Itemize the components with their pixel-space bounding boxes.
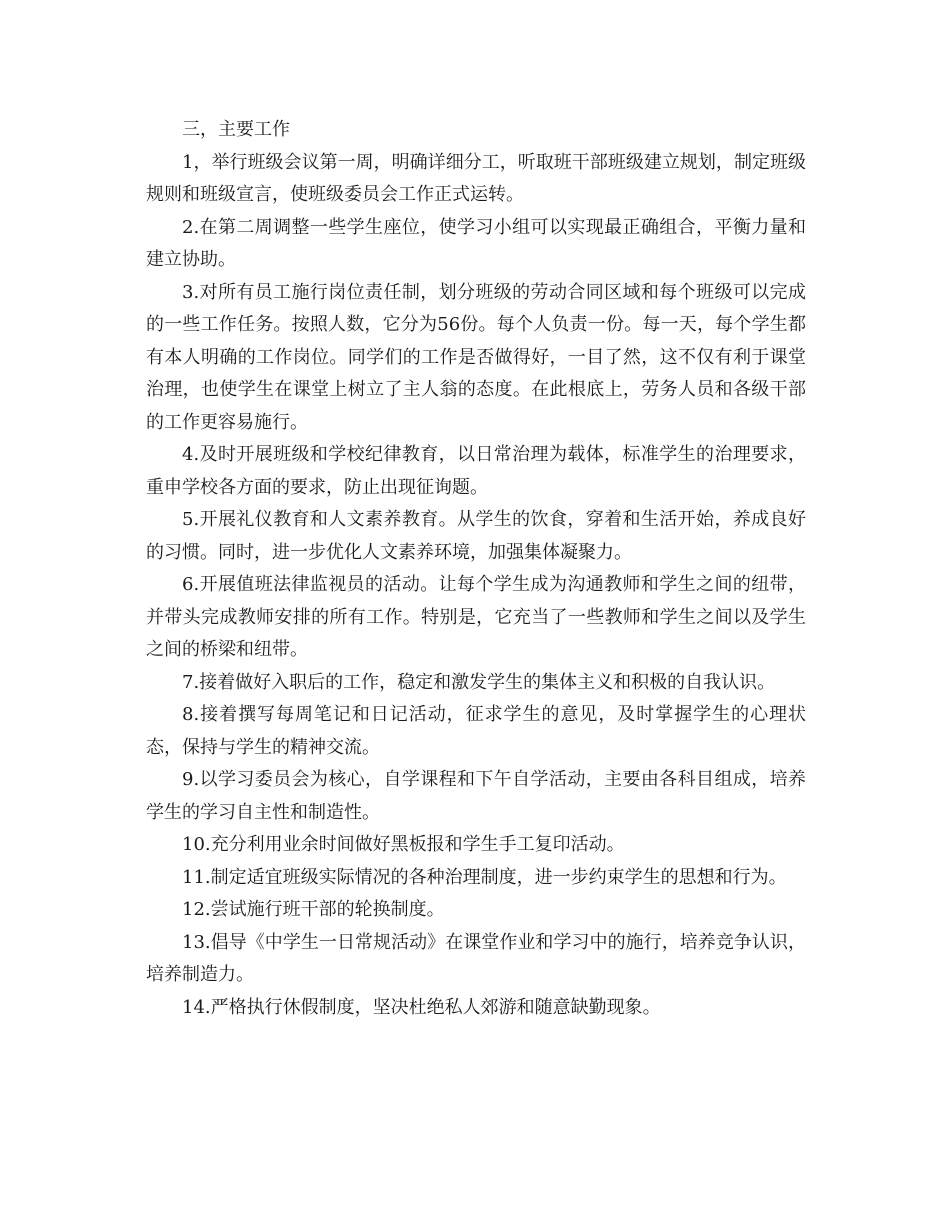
document-body [146, 114, 806, 1024]
paragraph-item-7: 7.接着做好入职后的工作，稳定和激发学生的集体主义和积极的自我认识。 [182, 671, 776, 693]
paragraph-item-1: 1，举行班级会议第一周，明确详细分工，听取班干部班级建立规划，制定班级规则和班级宣言，使班级委员会工作正式运转。 [146, 151, 806, 205]
paragraph-item-11: 11.制定适宜班级实际情况的各种治理制度，进一步约束学生的思想和行为。 [182, 866, 787, 888]
paragraph-item-9: 9.以学习委员会为核心，自学课程和下午自学活动，主要由各科目组成，培养学生的学习自主性和制造性。 [146, 769, 806, 823]
paragraph-item-5: 5.开展礼仪教育和人文素养教育。从学生的饮食，穿着和生活开始，养成良好的习惯。同时，进一步优化人文素养环境，加强集体凝聚力。 [146, 509, 806, 563]
paragraph-item-12: 12.尝试施行班干部的轮换制度。 [182, 899, 445, 920]
paragraph-item-4: 4.及时开展班级和学校纪律教育，以日常治理为载体，标准学生的治理要求，重申学校各方面的要求，防止出现征询题。 [146, 444, 806, 498]
section-heading: 三，主要工作 [182, 119, 290, 140]
paragraph-item-13: 13.倡导《中学生一日常规活动》在课堂作业和学习中的施行，培养竞争认识，培养制造力。 [146, 931, 806, 985]
paragraph-item-2: 2.在第二周调整一些学生座位，使学习小组可以实现最正确组合，平衡力量和建立协助。 [146, 216, 806, 270]
paragraph-item-8: 8.接着撰写每周笔记和日记活动，征求学生的意见，及时掌握学生的心理状态，保持与学生的精神交流。 [146, 704, 806, 758]
paragraph-item-14: 14.严格执行休假制度，坚决杜绝私人郊游和随意缺勤现象。 [182, 996, 661, 1018]
paragraph-item-3: 3.对所有员工施行岗位责任制，划分班级的劳动合同区域和每个班级可以完成的一些工作任务。按照人数，它分为56份。每个人负责一份。每一天，每个学生都有本人明确的工作岗位。同学们的工作是否做得好，一目了然，这不仅有利于课堂治理，也使学生在课堂上树立了主人翁的态度。在此根底上，劳务人员和各级干部的工作更容易施行。 [146, 281, 806, 433]
paragraph-item-10: 10.充分利用业余时间做好黑板报和学生手工复印活动。 [182, 834, 625, 855]
paragraph-item-6: 6.开展值班法律监视员的活动。让每个学生成为沟通教师和学生之间的纽带，并带头完成教师安排的所有工作。特别是，它充当了一些教师和学生之间以及学生之间的桥梁和纽带。 [146, 574, 806, 660]
